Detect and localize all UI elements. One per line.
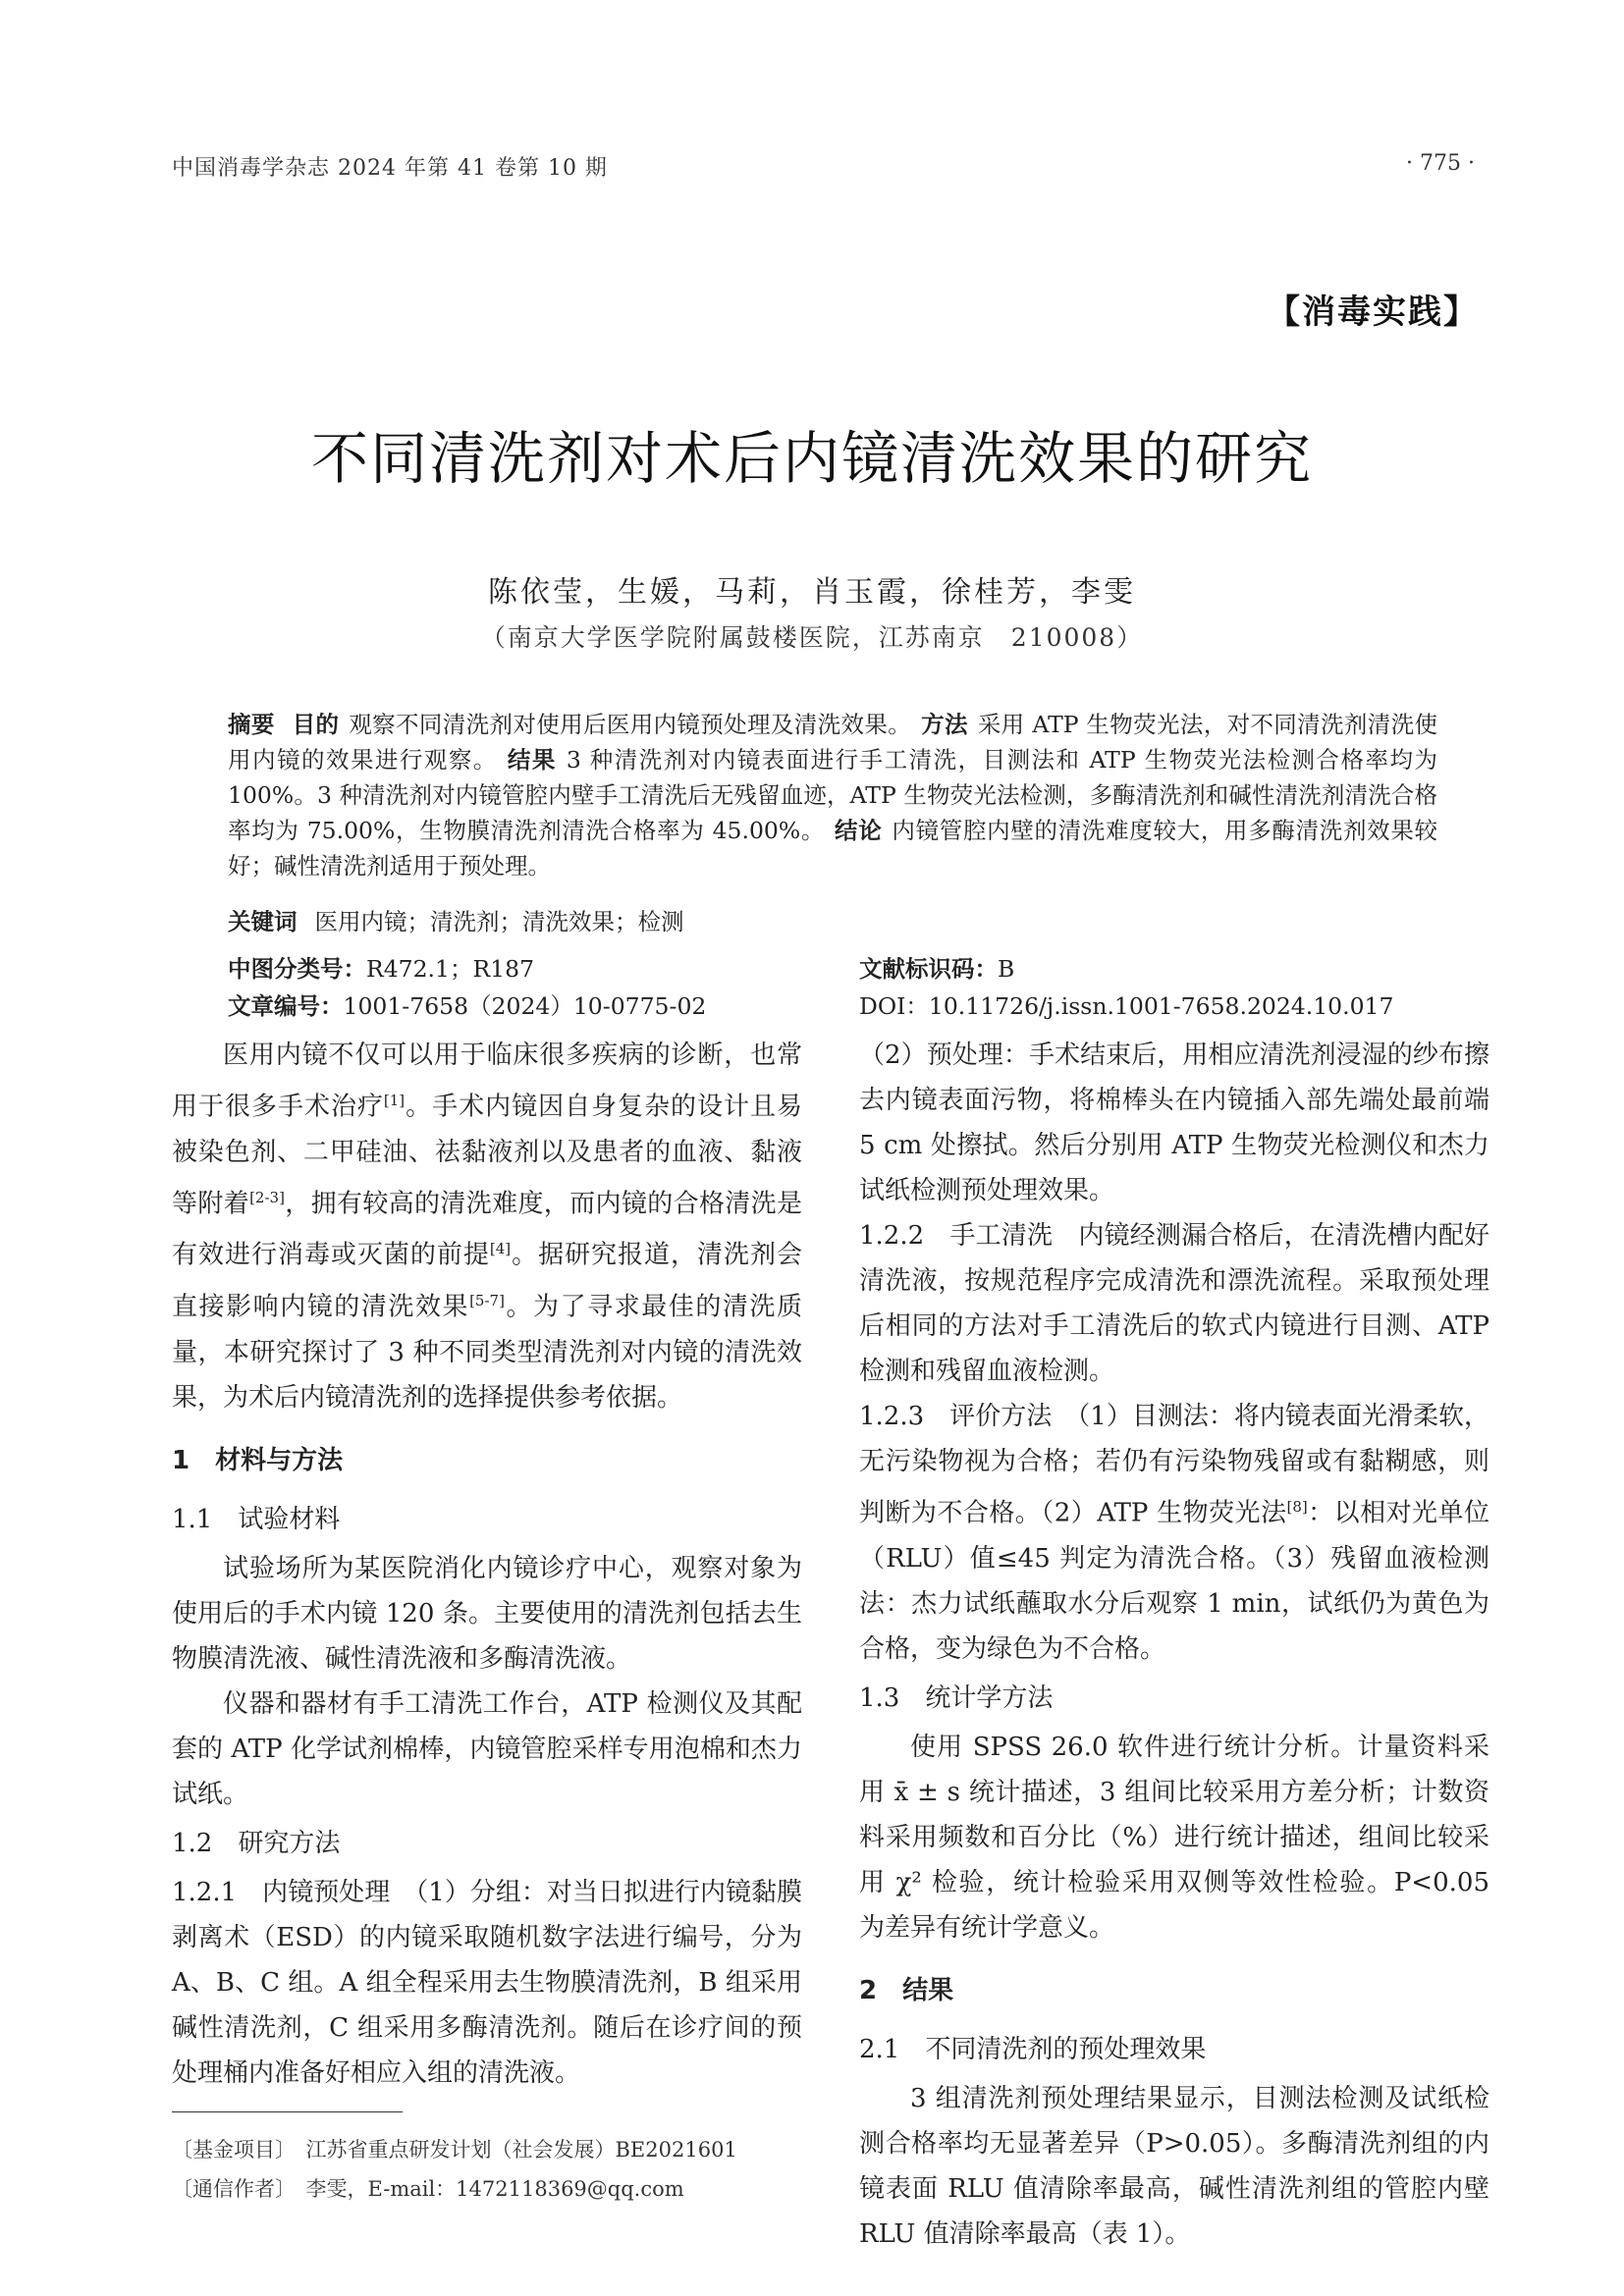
article-number-label: 文章编号： [228, 992, 344, 1020]
footnote-fund: 〔基金项目〕 江苏省重点研发计划（社会发展）BE2021601 [172, 2138, 737, 2162]
subsection-heading-2-1: 2.1 不同清洗剂的预处理效果 [859, 2034, 1207, 2064]
paragraph-1-2-2: 1.2.2 手工清洗 内镜经测漏合格后，在清洗槽内配好清洗液，按规范程序完成清洗和漂洗流程。采取预处理后相同的方法对手工清洗后的软式内镜进行目测、ATP 检测和残留血液检测。 [859, 1221, 1489, 1386]
footnote-corresponding-author: 〔通信作者〕 李雯，E-mail：1472118369@qq.com [172, 2177, 684, 2201]
objective-text: 观察不同清洗剂对使用后医用内镜预处理及清洗效果。 [349, 711, 912, 738]
footnote-divider [172, 2111, 403, 2112]
article-number-text: 1001-7658（2024）10-0775-02 [343, 992, 707, 1020]
intro-text-5: 。为了寻求最佳的清洗质量，本研究探讨了 3 种不同类型清洗剂对内镜的清洗效果，为术后内镜清洗剂的选择提供参考依据。 [172, 1292, 802, 1413]
doc-code-label: 文献标识码： [859, 955, 998, 983]
classification-line [228, 950, 534, 984]
doc-code-line [859, 950, 1014, 984]
section-tag: 【消毒实践】 [1267, 293, 1479, 332]
paragraph-1-1a: 试验场所为某医院消化内镜诊疗中心，观察对象为使用后的手术内镜 120 条。主要使用的清洗剂包括去生物膜清洗液、碱性清洗液和多酶清洗液。 [172, 1553, 802, 1674]
eval-text-1: 1.2.3 评价方法 （1）目测法：将内镜表面光滑柔软，无污染物视为合格；若仍有污染物残留或有黏糊感，则判断为不合格。（2）ATP 生物荧光法 [859, 1402, 1489, 1528]
affiliation: （南京大学医学院附属鼓楼医院，江苏南京 210008） [480, 623, 1144, 652]
methods-text: 采用 ATP 生物荧光法，对不同清洗剂清洗使用内镜的效果进行观察。 [228, 711, 1437, 774]
subsection-heading-1-3: 1.3 统计学方法 [859, 1682, 1054, 1713]
keywords-line [228, 903, 684, 936]
citation-4[interactable]: [4] [489, 1240, 512, 1258]
paragraph-1-3: 使用 SPSS 26.0 软件进行统计分析。计量资料采用 x̄ ± s 统计描述，3 组间比较采用方差分析；计数资料采用频数和百分比（%）进行统计描述，组间比较采用 χ² 检验，统计检验采用双侧等效性检验。P<0.05 为差异有统计学意义。 [859, 1732, 1489, 1943]
classification-text: R472.1；R187 [366, 955, 535, 983]
citation-1[interactable]: [1] [383, 1092, 406, 1109]
citation-2-3[interactable]: [2-3] [249, 1188, 285, 1206]
paragraph-2-1: 3 组清洗剂预处理结果显示，目测法检测及试纸检测合格率均无显著差异（P>0.05）。多酶清洗剂组的内镜表面 RLU 值清除率最高，碱性清洗剂组的管腔内壁 RLU 值清除率最高（表 1）。 [859, 2083, 1489, 2249]
paragraph-preprocessing: （2）预处理：手术结束后，用相应清洗剂浸湿的纱布擦去内镜表面污物，将棉棒头在内镜插入部先端处最前端 5 cm 处擦拭。然后分别用 ATP 生物荧光检测仪和杰力试纸检测预处理效果。 [859, 1041, 1489, 1205]
paragraph-1-2-1: 1.2.1 内镜预处理 （1）分组：对当日拟进行内镜黏膜剥离术（ESD）的内镜采取随机数字法进行编号，分为 A、B、C 组。A 组全程采用去生物膜清洗剂，B 组采用碱性清洗剂，C 组采用多酶清洗剂。随后在诊疗间的预处理桶内准备好相应入组的清洗液。 [172, 1877, 802, 2088]
running-header-journal: 中国消毒学杂志 2024 年第 41 卷第 10 期 [172, 156, 608, 181]
conclusion-label: 结论 [835, 817, 883, 844]
abstract-label: 摘要 [228, 711, 275, 738]
intro-text-3: ，拥有较高的清洗难度，而内镜的合格清洗是有效进行消毒或灭菌的前提 [172, 1189, 802, 1270]
paragraph-1-1b: 仪器和器材有手工清洗工作台，ATP 检测仪及其配套的 ATP 化学试剂棉棒，内镜管腔采样专用泡棉和杰力试纸。 [172, 1688, 802, 1809]
results-label: 结果 [507, 746, 557, 774]
author-list: 陈依莹，生媛，马莉，肖玉霞，徐桂芳，李雯 [488, 575, 1136, 610]
eval-text-2: ：以相对光单位（RLU）值≤45 判定为清洗合格。（3）残留血液检测法：杰力试纸蘸取水分后观察 1 min，试纸仍为黄色为合格，变为绿色为不合格。 [859, 1498, 1489, 1664]
paragraph-1-2-3 [859, 1394, 1489, 1672]
keywords-label: 关键词 [228, 908, 298, 935]
citation-8[interactable]: [8] [1286, 1498, 1308, 1516]
citation-5-7[interactable]: [5-7] [469, 1291, 505, 1309]
conclusion-text: 内镜管腔内壁的清洗难度较大，用多酶清洗剂效果较好；碱性清洗剂适用于预处理。 [228, 817, 1438, 880]
doi-line[interactable] [859, 988, 1393, 1021]
intro-text-4: 。据研究报道，清洗剂会直接影响内镜的清洗效果 [172, 1240, 802, 1322]
methods-label: 方法 [921, 711, 968, 738]
article-number-line [228, 988, 706, 1021]
right-column [859, 1033, 1489, 2257]
results-text: 3 种清洗剂对内镜表面进行手工清洗，目测法和 ATP 生物荧光法检测合格率均为 100%。3 种清洗剂对内镜管腔内壁手工清洗后无残留血迹，ATP 生物荧光法检测，多酶清洗剂和碱性清洗剂清洗合格率均为 75.00%，生物膜清洗剂清洗合格率为 45.00%。 [228, 746, 1437, 844]
classification-label: 中图分类号： [228, 955, 366, 983]
section-heading-2: 2 结果 [859, 1975, 954, 2005]
objective-label: 目的 [292, 711, 340, 738]
subsection-heading-1-2: 1.2 研究方法 [172, 1828, 341, 1858]
keywords-text: 医用内镜；清洗剂；清洗效果；检测 [314, 908, 684, 935]
doc-code-text: B [998, 955, 1015, 983]
intro-paragraph [172, 1033, 802, 1420]
left-column [172, 1033, 802, 2096]
intro-text-1: 医用内镜不仅可以用于临床很多疾病的诊断，也常用于很多手术治疗 [172, 1041, 802, 1122]
page-number: · 775 · [1406, 151, 1475, 176]
section-heading-1: 1 材料与方法 [172, 1445, 344, 1475]
subsection-heading-1-1: 1.1 试验材料 [172, 1504, 341, 1534]
doi-text[interactable]: DOI：10.11726/j.issn.1001-7658.2024.10.017 [859, 992, 1394, 1020]
abstract-block [228, 707, 1437, 883]
intro-text-2: 。手术内镜因自身复杂的设计且易被染色剂、二甲硅油、祛黏液剂以及患者的血液、黏液等附着 [172, 1092, 802, 1219]
article-title: 不同清洗剂对术后内镜清洗效果的研究 [310, 425, 1313, 492]
